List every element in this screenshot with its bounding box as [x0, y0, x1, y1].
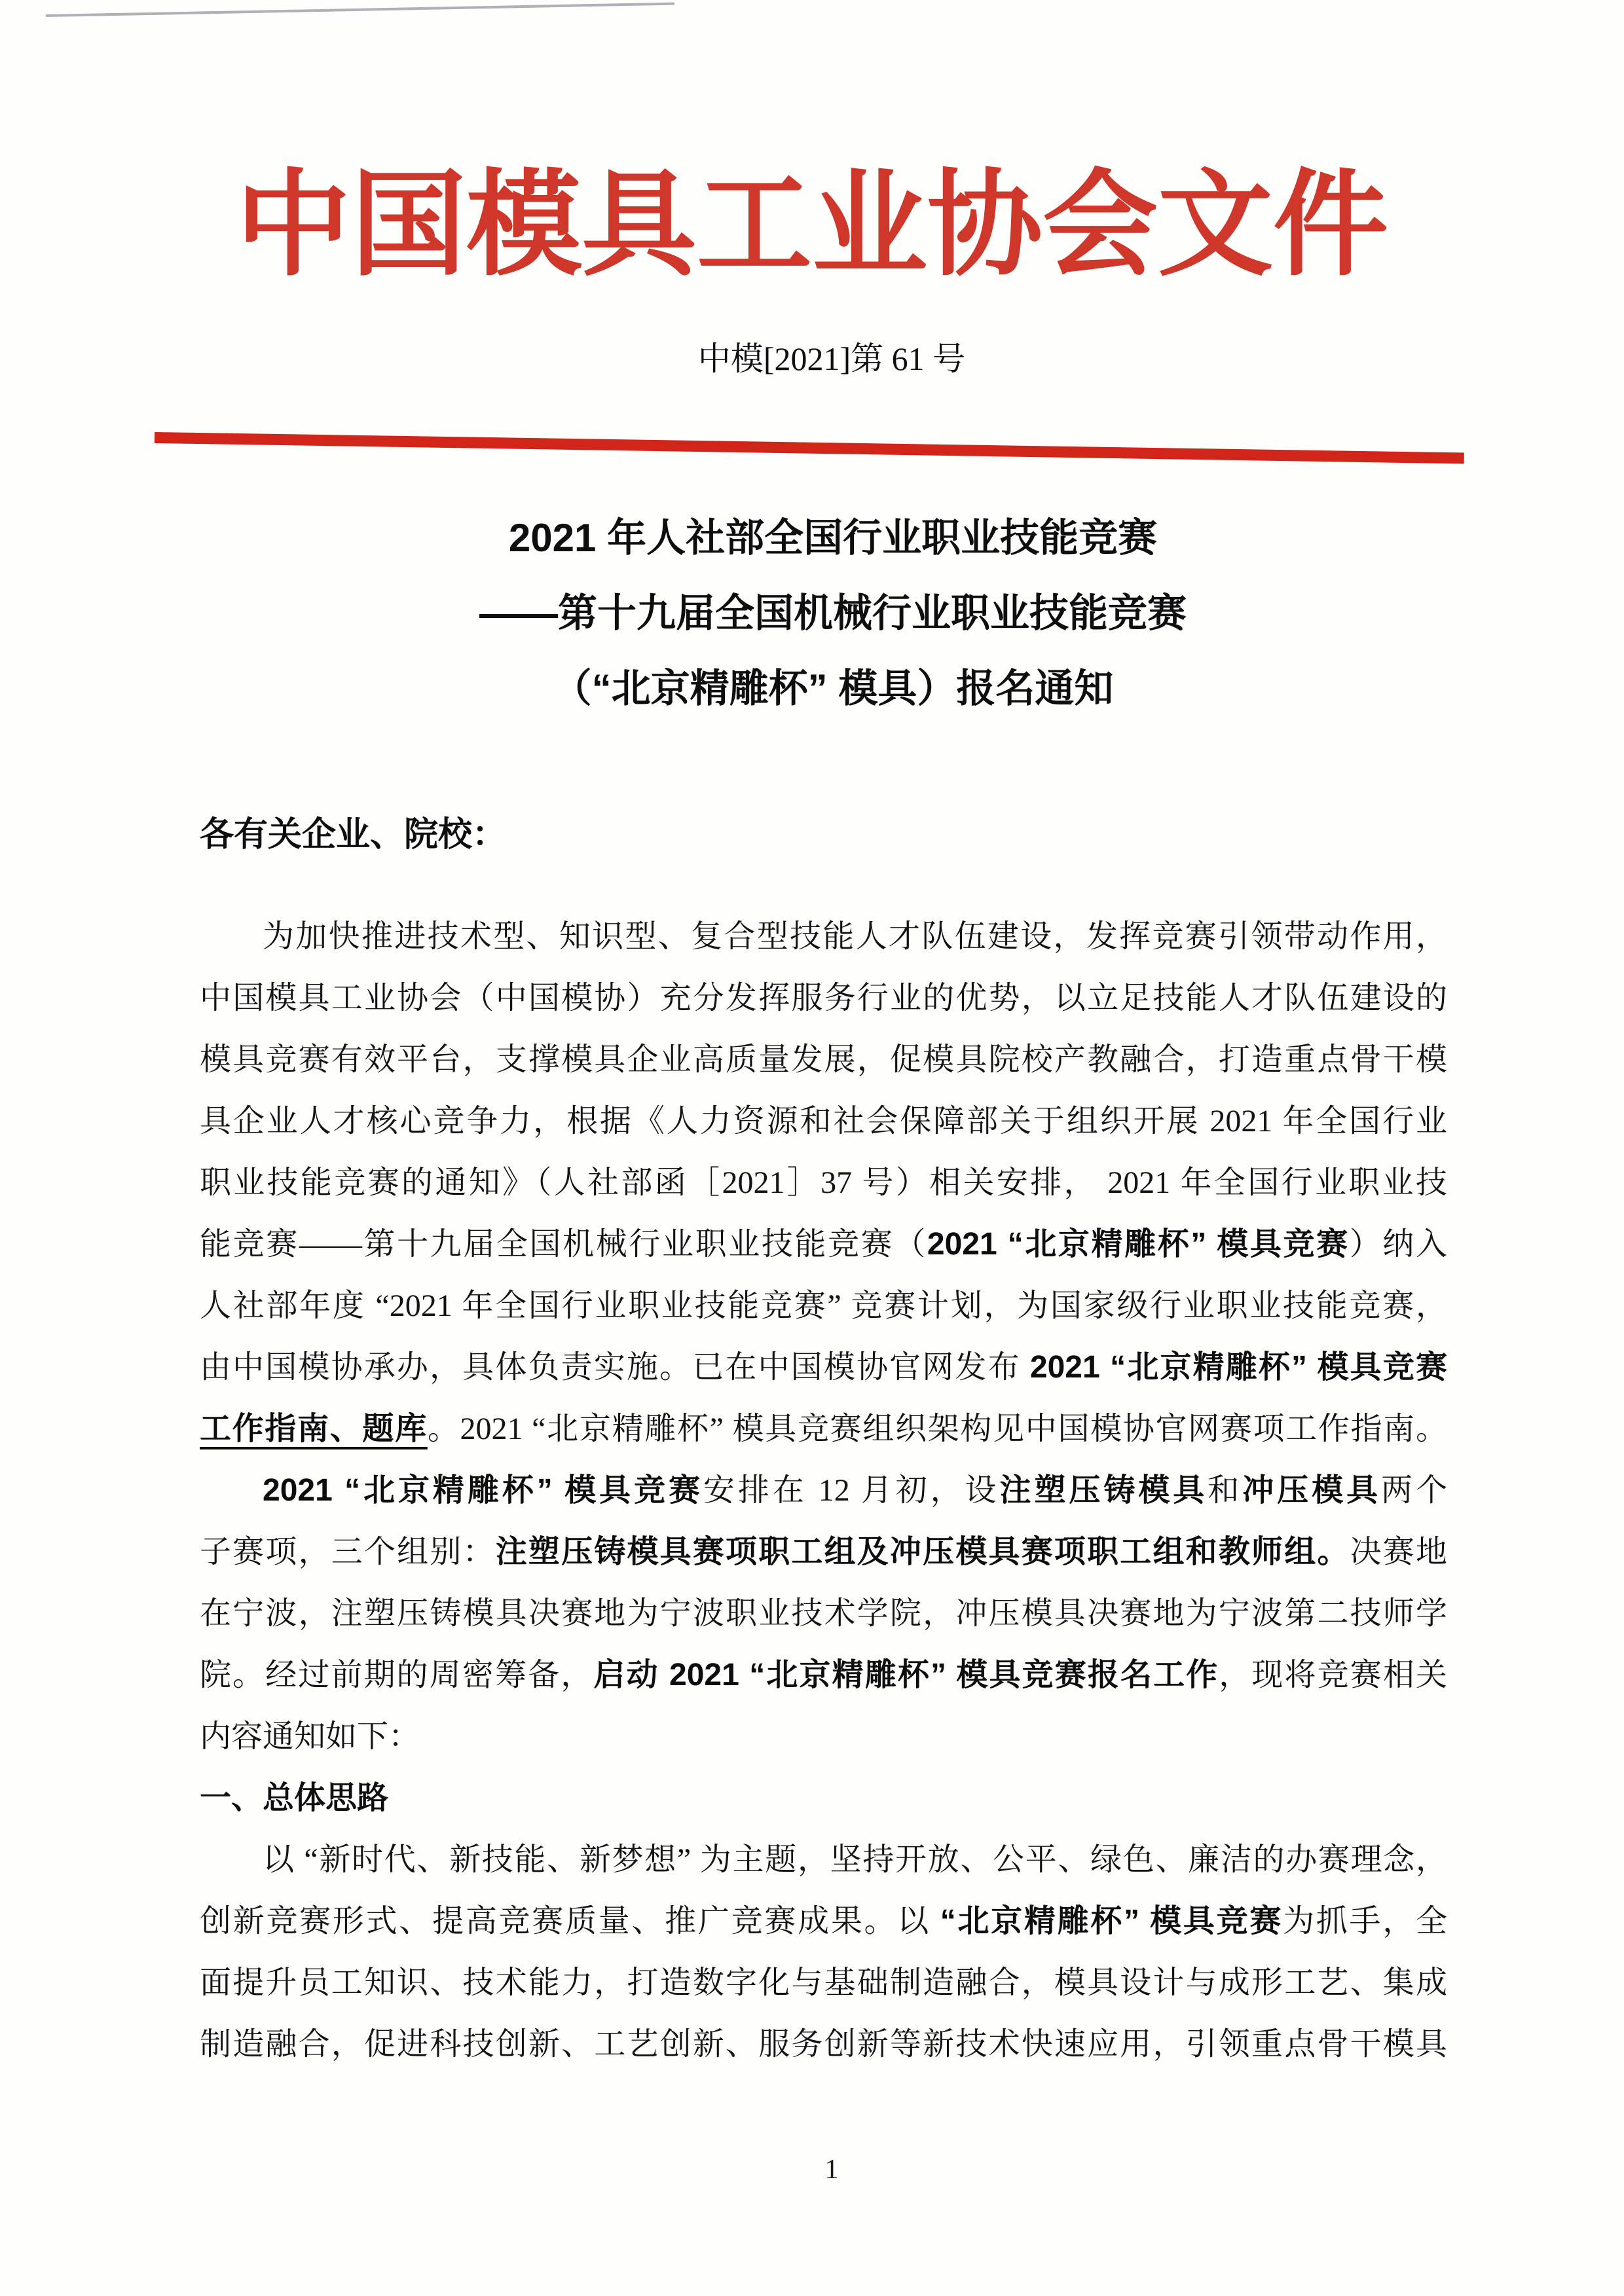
body-line: [200, 1706, 1447, 1768]
doc-title-line-3: （“北京精雕杯” 模具）报名通知: [552, 666, 1114, 710]
text-segment: 决赛地: [1350, 1535, 1447, 1569]
text-segment: 院。经过前期的周密筹备，: [200, 1658, 594, 1692]
body-line: [200, 1522, 1447, 1583]
scan-artifact-line: [46, 3, 674, 17]
text-segment: 为抓手，全: [1283, 1904, 1447, 1939]
page-number: 1: [824, 2155, 839, 2185]
body-line: [200, 1583, 1447, 1645]
text-segment: 能竞赛——第十九届全国机械行业职业技能竞赛（: [200, 1227, 927, 1262]
text-segment: ，现将竞赛相关: [1219, 1658, 1447, 1692]
body-line: [200, 1645, 1447, 1706]
text-segment: 具企业人才核心竞争力，根据《人力资源和社会保障部关于组织开展 2021 年全国行业: [200, 1104, 1447, 1139]
section-heading: 一、总体思路: [200, 1781, 389, 1815]
text-segment: 面提升员工知识、技术能力，打造数字化与基础制造融合，模具设计与成形工艺、集成: [200, 1965, 1447, 2000]
doc-title-line-2: ——第十九届全国机械行业职业技能竞赛: [479, 591, 1187, 635]
doc-number: 中模[2021]第 61 号: [697, 340, 966, 377]
text-segment: 注塑压铸模具: [999, 1473, 1208, 1508]
text-segment: 为加快推进技术型、知识型、复合型技能人才队伍建设，发挥竞赛引领带动作用，: [263, 919, 1447, 954]
body-line: [200, 1952, 1447, 2014]
text-segment: 启动 2021 “北京精雕杯” 模具竞赛报名工作: [593, 1658, 1219, 1692]
text-segment: 中国模具工业协会（中国模协）充分发挥服务行业的优势，以立足技能人才队伍建设的: [200, 981, 1447, 1015]
text-segment: 冲压模具: [1242, 1473, 1382, 1508]
red-divider-rule: [155, 432, 1464, 464]
body-line: [200, 1829, 1447, 1891]
text-segment: 工作指南、题库: [200, 1412, 428, 1446]
body-line: [200, 1275, 1447, 1337]
body-text: [200, 906, 1447, 2075]
body-line: [200, 968, 1447, 1029]
text-segment: 2021 “北京精雕杯” 模具竞赛: [927, 1227, 1350, 1262]
body-line: [200, 1091, 1447, 1152]
text-segment: 和: [1208, 1473, 1243, 1508]
text-segment: 两个: [1381, 1473, 1447, 1508]
text-segment: 由中国模协承办，具体负责实施。已在中国模协官网发布: [200, 1350, 1030, 1385]
text-segment: 内容通知如下：: [200, 1719, 420, 1754]
body-line: [200, 2014, 1447, 2075]
body-line: [200, 906, 1447, 968]
text-segment: 以 “新时代、新技能、新梦想” 为主题，坚持开放、公平、绿色、廉洁的办赛理念，: [263, 1842, 1447, 1877]
text-segment: ）纳入: [1349, 1227, 1447, 1262]
text-segment: 制造融合，促进科技创新、工艺创新、服务创新等新技术快速应用，引领重点骨干模具: [200, 2027, 1447, 2062]
body-line: [200, 1337, 1447, 1398]
doc-title: [21, 500, 1624, 726]
body-line: [200, 1460, 1447, 1522]
body-line: [200, 1029, 1447, 1091]
text-segment: 。2021 “北京精雕杯” 模具竞赛组织架构见中国模协官网赛项工作指南。: [427, 1412, 1447, 1446]
body-line: [200, 1891, 1447, 1952]
text-segment: 注塑压铸模具赛项职工组及冲压模具赛项职工组和教师组。: [495, 1535, 1350, 1569]
text-segment: 安排在 12 月初，设: [703, 1473, 1000, 1508]
text-segment: 子赛项，三个组别：: [200, 1535, 496, 1569]
text-segment: 职业技能竞赛的通知》（人社部函［2021］37 号）相关安排， 2021 年全国行业职业技: [200, 1165, 1447, 1200]
doc-title-line-1: 2021 年人社部全国行业职业技能竞赛: [508, 516, 1158, 560]
body-line: [200, 1214, 1447, 1275]
text-segment: 创新竞赛形式、提高竞赛质量、推广竞赛成果。以: [200, 1904, 940, 1939]
salutation: 各有关企业、院校：: [200, 816, 507, 854]
text-segment: 模具竞赛有效平台，支撑模具企业高质量发展，促模具院校产教融合，打造重点骨干模: [200, 1042, 1447, 1077]
body-line: [200, 1152, 1447, 1214]
text-segment: 人社部年度 “2021 年全国行业职业技能竞赛” 竞赛计划，为国家级行业职业技能竞赛，: [200, 1288, 1447, 1323]
text-segment: 在宁波，注塑压铸模具决赛地为宁波职业技术学院，冲压模具决赛地为宁波第二技师学: [200, 1596, 1447, 1631]
text-segment: 2021 “北京精雕杯” 模具竞赛: [1029, 1350, 1447, 1385]
text-segment: 2021 “北京精雕杯” 模具竞赛: [263, 1473, 703, 1508]
association-header-title: 中国模具工业协会文件: [235, 162, 1388, 290]
body-line: [200, 1398, 1447, 1460]
text-segment: “北京精雕杯” 模具竞赛: [940, 1904, 1283, 1939]
